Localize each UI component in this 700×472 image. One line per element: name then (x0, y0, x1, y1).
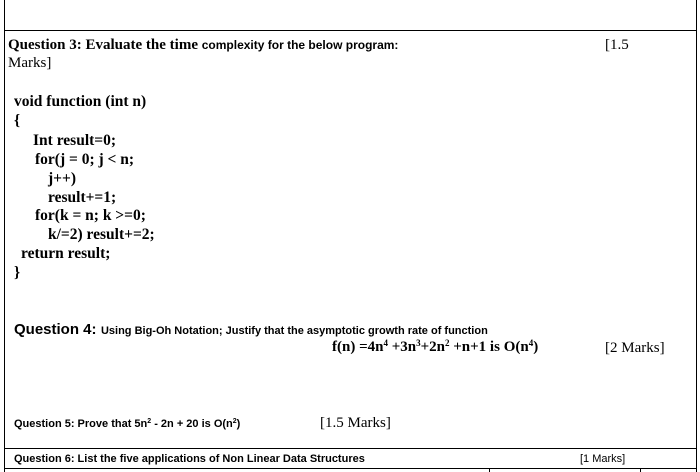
formula-part: f(n) =4n (332, 339, 384, 355)
code-line: Int result=0; (33, 132, 117, 149)
code-line: for(j = 0; j < n; (35, 151, 135, 168)
bottom-row-border (4, 468, 697, 469)
formula-exponent: 4 (528, 338, 534, 348)
top-row-border (4, 30, 697, 31)
q3-heading (8, 37, 398, 54)
formula-part: +2n (420, 339, 445, 355)
q6-top-border (4, 448, 697, 449)
right-border (696, 0, 697, 472)
q3-marks-b: Marks] (8, 55, 52, 71)
q3-heading-suffix: complexity for the below program: (201, 38, 399, 52)
q3-heading-prefix: Question 3: Evaluate the time (8, 37, 198, 53)
q5-exponent: 2 (147, 418, 152, 425)
q6-text: Question 6: List the five applications of Non Linear Data Structures (14, 453, 365, 465)
formula-exponent: 3 (416, 338, 421, 348)
q4-heading (14, 321, 488, 339)
q5-part: - 2n + 20 is O(n (151, 418, 233, 430)
q5-part: ) (236, 418, 241, 430)
code-line: result+=1; (48, 189, 117, 206)
q5-marks: [1.5 Marks] (320, 415, 391, 431)
q3-marks-a: [1.5 (605, 37, 629, 53)
q5-exponent: 2 (232, 418, 237, 425)
code-line: return result; (21, 245, 111, 262)
q5-text (14, 418, 240, 430)
q6-divider-1 (489, 468, 490, 472)
q5-part: Question 5: Prove that 5n (14, 418, 148, 430)
code-line: k/=2) result+=2; (48, 226, 155, 243)
formula-part: ) (533, 339, 539, 355)
q4-marks: [2 Marks] (605, 340, 665, 356)
q4-formula (332, 339, 538, 356)
formula-exponent: 2 (445, 338, 450, 348)
code-line: for(k = n; k >=0; (35, 207, 146, 224)
q6-divider-2 (640, 468, 641, 472)
q6-marks: [1 Marks] (580, 453, 626, 465)
code-line: } (14, 264, 21, 281)
q4-label: Question 4: (14, 321, 97, 338)
code-line: j++) (48, 170, 76, 187)
formula-part: +3n (387, 339, 417, 355)
formula-part: +n+1 is O(n (449, 339, 529, 355)
code-line: void function (int n) (14, 93, 147, 110)
left-border (4, 0, 5, 472)
formula-exponent: 4 (383, 338, 388, 348)
code-line: { (14, 112, 21, 129)
q4-text: Using Big-Oh Notation; Justify that the asymptotic growth rate of function (100, 325, 488, 337)
